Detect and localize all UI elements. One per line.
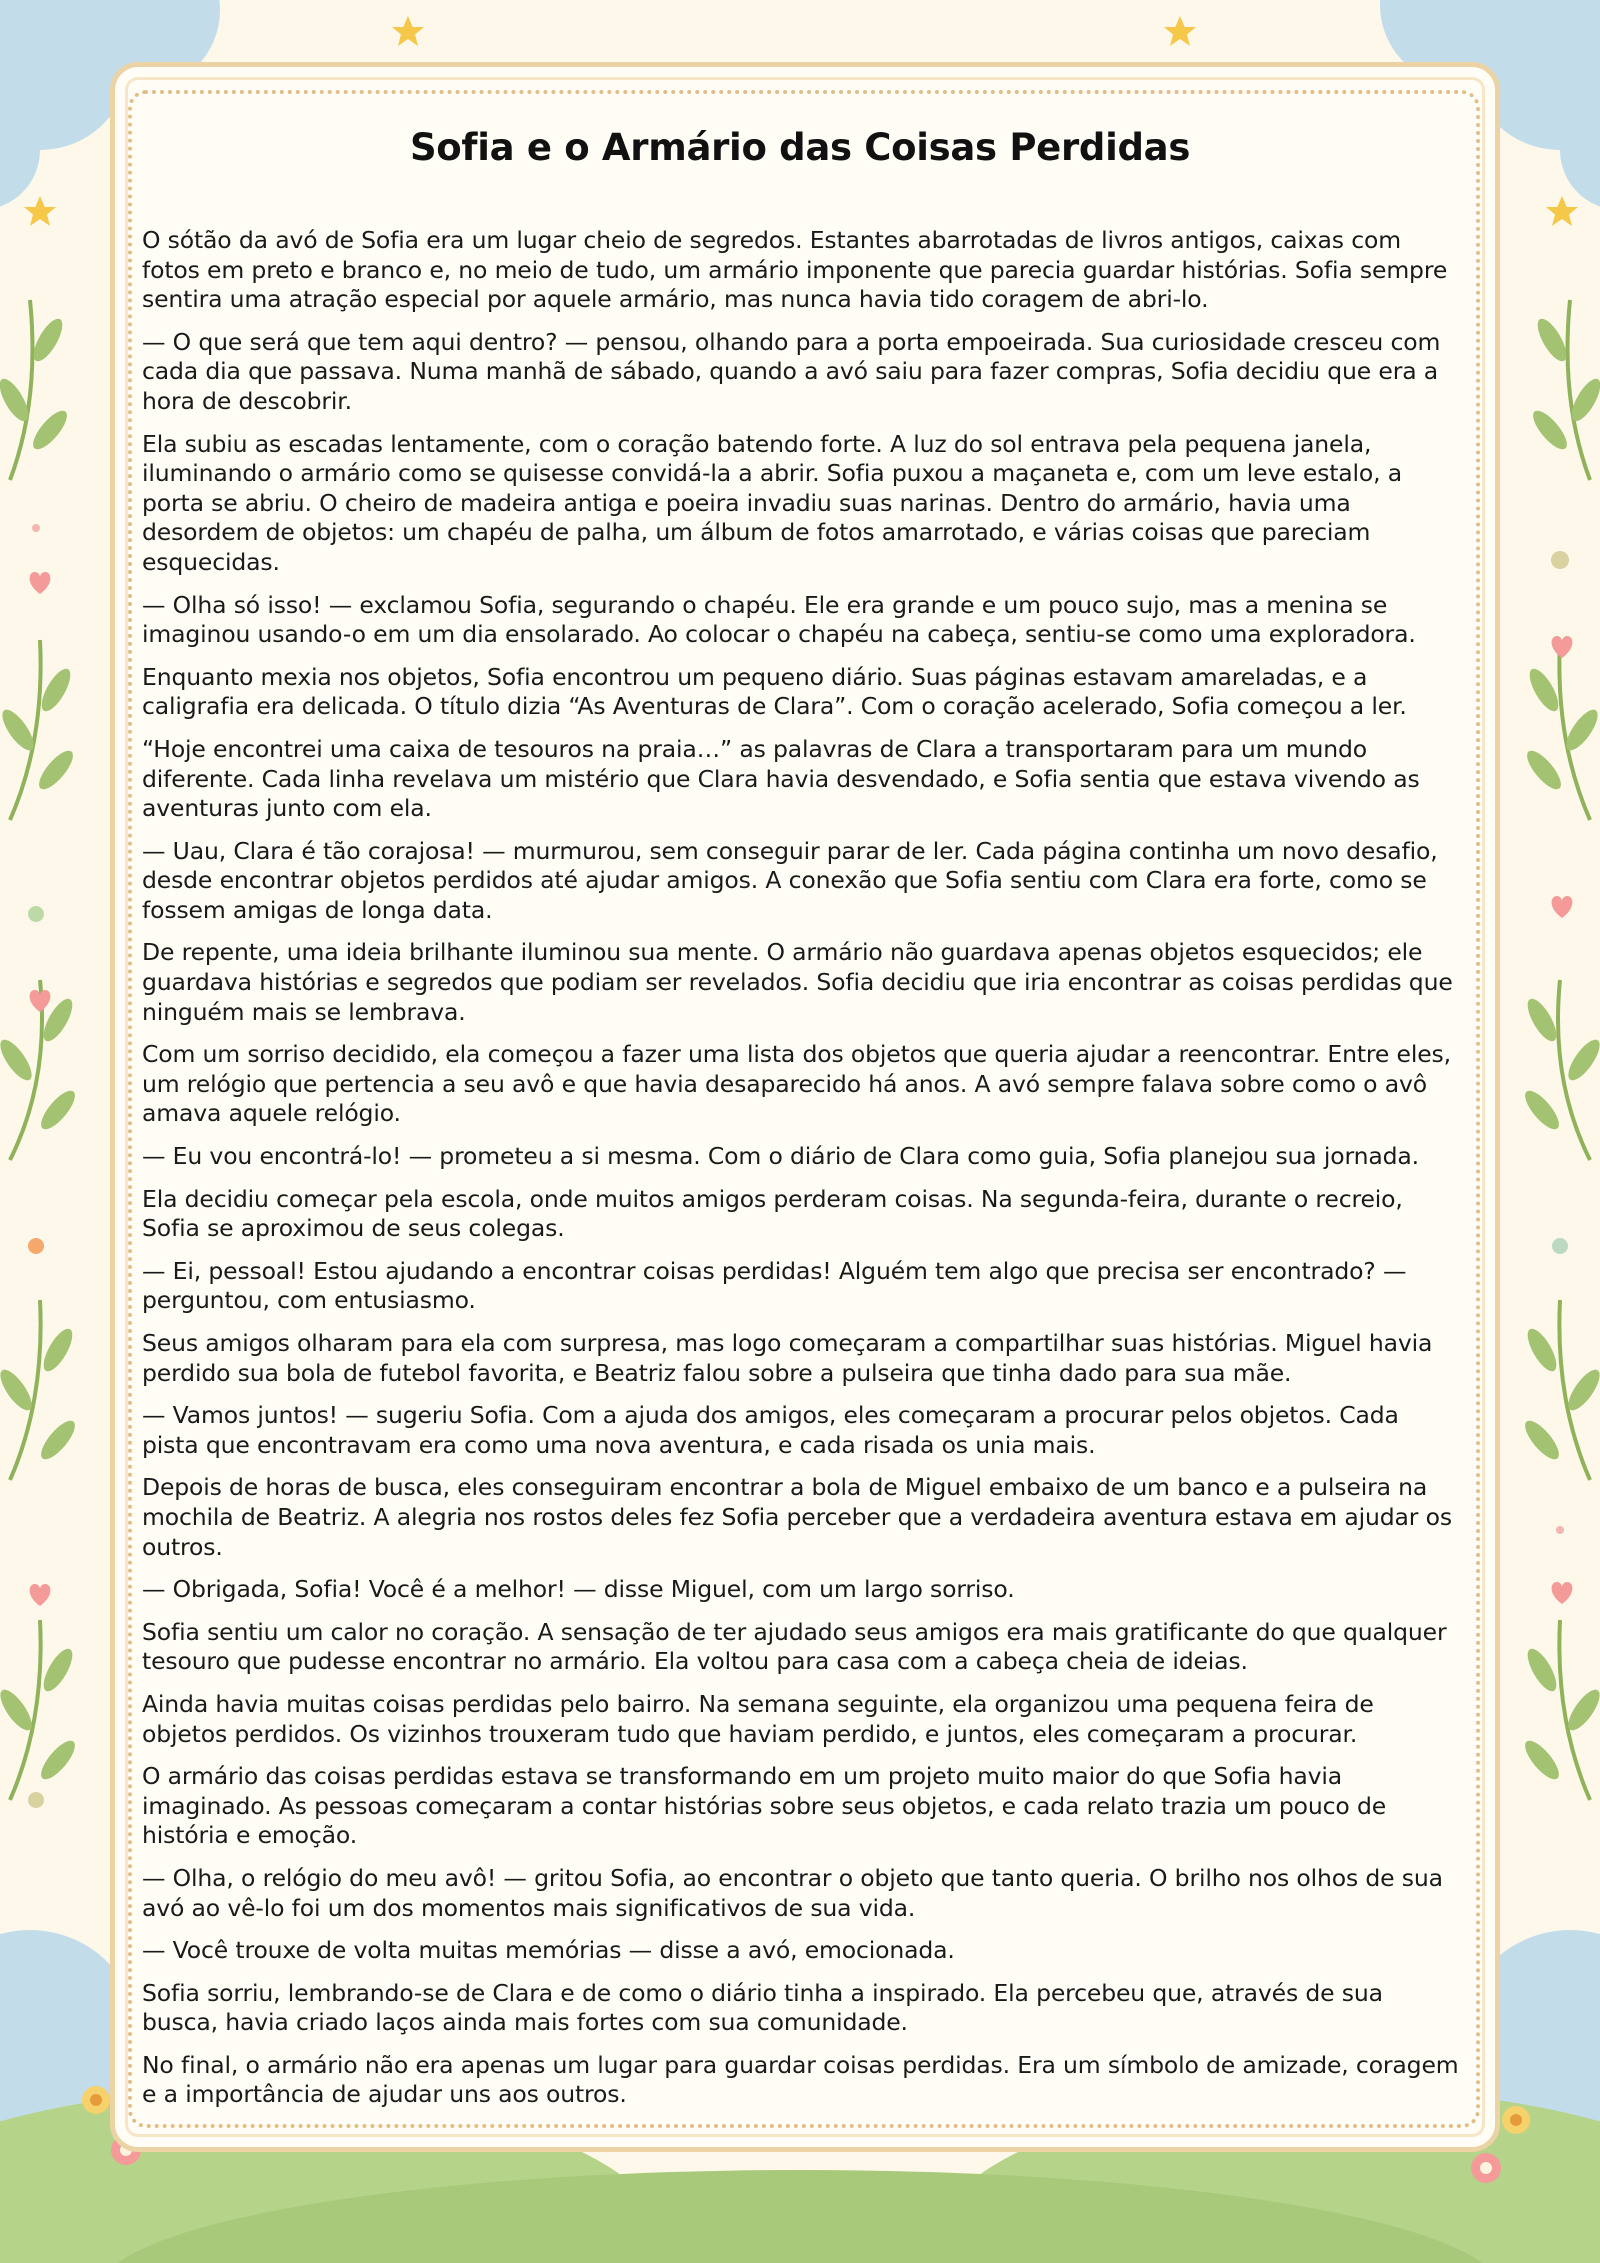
story-paragraph: Ela subiu as escadas lentamente, com o coração batendo forte. A luz do sol entrava pela pequena janela, iluminando o armário como se quisesse convidá-la a abrir. Sofia puxou a maçaneta e, com um leve estalo, a porta se abriu. O cheiro de madeira antiga e poeira invadiu suas narinas. Dentro do armário, havia uma desordem de objetos: um chapéu de palha, um álbum de fotos amarrotado, e várias coisas que pareciam esquecidas. — [142, 429, 1403, 576]
story-paragraph: No final, o armário não era apenas um lugar para guardar coisas perdidas. Era um símbolo de amizade, coragem e a importância de ajudar uns aos outros. — [142, 2050, 1459, 2109]
story-paragraph: — Uau, Clara é tão corajosa! — murmurou, sem conseguir parar de ler. Cada página continha um novo desafio, desde encontrar objetos perdidos até ajudar amigos. A conexão que Sofia sentiu com Clara era forte, como se fossem amigas de longa data. — [142, 836, 1438, 924]
story-body — [142, 226, 1460, 2123]
story-paragraph: — Eu vou encontrá-lo! — prometeu a si mesma. Com o diário de Clara como guia, Sofia planejou sua jornada. — [142, 1142, 1419, 1171]
story-paragraph: — Vamos juntos! — sugeriu Sofia. Com a ajuda dos amigos, eles começaram a procurar pelos objetos. Cada pista que encontravam era como uma nova aventura, e cada risada os unia mais. — [142, 1401, 1399, 1459]
story-paragraph: De repente, uma ideia brilhante iluminou sua mente. O armário não guardava apenas objetos esquecidos; ele guardava histórias e segredos que podiam ser revelados. Sofia decidiu que iria encontrar as coisas perdidas que ninguém mais se lembrava. — [142, 938, 1453, 1026]
story-paragraph: O sótão da avó de Sofia era um lugar cheio de segredos. Estantes abarrotadas de livros antigos, caixas com fotos em preto e branco e, no meio de tudo, um armário imponente que parecia guardar histórias. Sofia sempre sentira uma atração especial por aquele armário, mas nunca havia tido coragem de abri-lo. — [142, 226, 1448, 314]
story-paragraph: Seus amigos olharam para ela com surpresa, mas logo começaram a compartilhar suas histórias. Miguel havia perdido sua bola de futebol favorita, e Beatriz falou sobre a pulseira que tinha dado para sua mãe. — [142, 1329, 1433, 1387]
story-paragraph: Com um sorriso decidido, ela começou a fazer uma lista dos objetos que queria ajudar a reencontrar. Entre eles, um relógio que pertencia a seu avô e que havia desaparecido há anos. A avó sempre falava sobre como o avô amava aquele relógio. — [142, 1040, 1451, 1128]
story-paragraph: — Olha, o relógio do meu avô! — gritou Sofia, ao encontrar o objeto que tanto queria. O brilho nos olhos de sua avó ao vê-lo foi um dos momentos mais significativos de sua vida. — [142, 1863, 1443, 1922]
story-title: Sofia e o Armário das Coisas Perdidas — [409, 126, 1191, 169]
story-paragraph: Ela decidiu começar pela escola, onde muitos amigos perderam coisas. Na segunda-feira, durante o recreio, Sofia se aproximou de seus colegas. — [142, 1184, 1403, 1243]
story-paragraph: — Obrigada, Sofia! Você é a melhor! — disse Miguel, com um largo sorriso. — [142, 1575, 1015, 1604]
story-paragraph: — Você trouxe de volta muitas memórias — disse a avó, emocionada. — [142, 1936, 955, 1965]
story-paragraph: Sofia sentiu um calor no coração. A sensação de ter ajudado seus amigos era mais gratificante do que qualquer tesouro que pudesse encontrar no armário. Ela voltou para casa com a cabeça cheia de ideias. — [142, 1617, 1447, 1676]
story-paragraph: Ainda havia muitas coisas perdidas pelo bairro. Na semana seguinte, ela organizou uma pequena feira de objetos perdidos. Os vizinhos trouxeram tudo que haviam perdido, e juntos, eles começaram a procurar. — [142, 1689, 1374, 1748]
story-paragraph: “Hoje encontrei uma caixa de tesouros na praia…” as palavras de Clara a transportaram para um mundo diferente. Cada linha revelava um mistério que Clara havia desvendado, e Sofia sentia que estava vivendo as aventuras junto com ela. — [142, 734, 1420, 823]
story-paragraph: Depois de horas de busca, eles conseguiram encontrar a bola de Miguel embaixo de um banco e a pulseira na mochila de Beatriz. A alegria nos rostos deles fez Sofia perceber que a verdadeira aventura estava em ajudar os outros. — [142, 1473, 1452, 1561]
story-paragraph: — O que será que tem aqui dentro? — pensou, olhando para a porta empoeirada. Sua curiosidade cresceu com cada dia que passava. Numa manhã de sábado, quando a avó saiu para fazer compras, Sofia decidiu que era a hora de descobrir. — [142, 327, 1441, 415]
story-paragraph: — Olha só isso! — exclamou Sofia, segurando o chapéu. Ele era grande e um pouco sujo, mas a menina se imaginou usando-o em um dia ensolarado. Ao colocar o chapéu na cabeça, sentiu-se como uma exploradora. — [142, 590, 1416, 649]
story-paragraph: Sofia sorriu, lembrando-se de Clara e de como o diário tinha a inspirado. Ela percebeu que, através de sua busca, havia criado laços ainda mais fortes com sua comunidade. — [142, 1978, 1383, 2037]
story-paragraph: Enquanto mexia nos objetos, Sofia encontrou um pequeno diário. Suas páginas estavam amareladas, e a caligrafia era delicada. O título dizia “As Aventuras de Clara”. Com o coração acelerado, Sofia começou a ler. — [142, 662, 1407, 721]
story-paragraph: O armário das coisas perdidas estava se transformando em um projeto muito maior do que Sofia havia imaginado. As pessoas começaram a contar histórias sobre seus objetos, e cada relato trazia um pouco de história e emoção. — [142, 1762, 1387, 1850]
story-paragraph: — Ei, pessoal! Estou ajudando a encontrar coisas perdidas! Alguém tem algo que precisa ser encontrado? — perguntou, com entusiasmo. — [142, 1256, 1407, 1315]
